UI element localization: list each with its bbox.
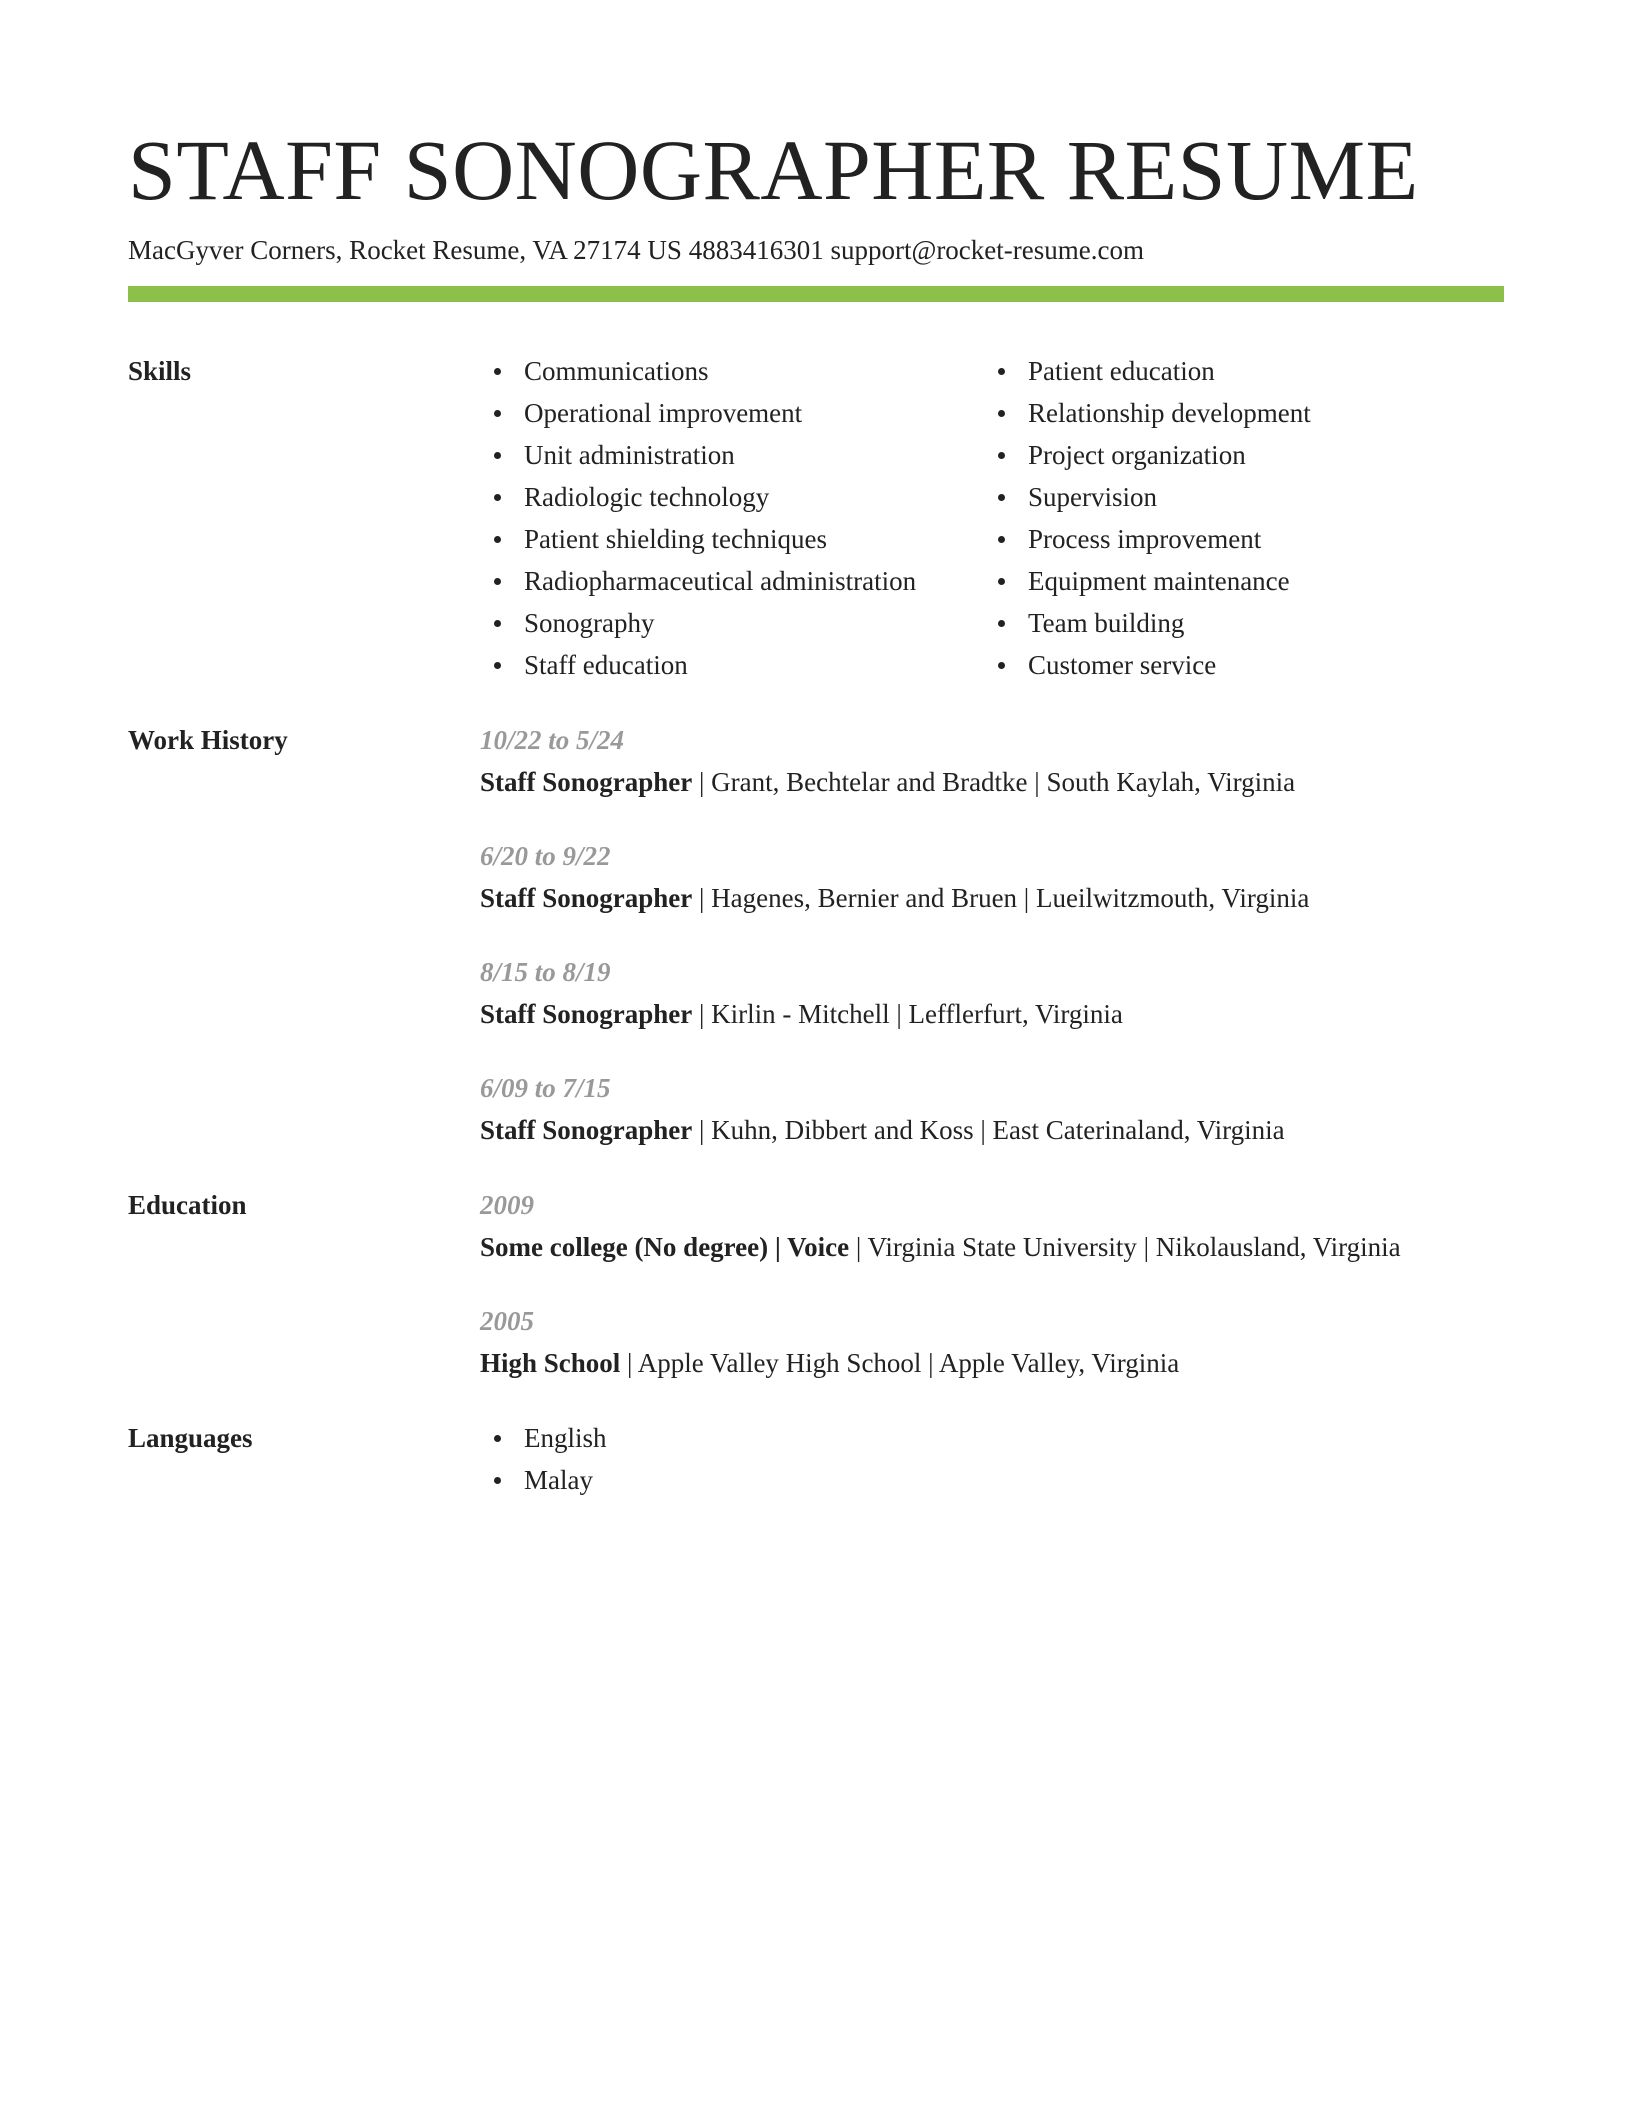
contact-line bbox=[128, 232, 1504, 268]
work-entry-date: 8/15 to 8/19 bbox=[480, 957, 611, 987]
language-item: Malay bbox=[480, 1459, 1504, 1501]
work-entry-employer: | Kuhn, Dibbert and Koss | East Caterinaland, Virginia bbox=[692, 1115, 1285, 1145]
skill-item: Project organization bbox=[984, 434, 1311, 476]
education-entry-date: 2009 bbox=[480, 1190, 534, 1220]
work-entry bbox=[480, 951, 1504, 1035]
skill-item: Equipment maintenance bbox=[984, 560, 1311, 602]
skill-item: Communications bbox=[480, 350, 984, 392]
work-entry-date: 6/20 to 9/22 bbox=[480, 841, 611, 871]
languages-list bbox=[480, 1417, 1504, 1501]
skill-item: Radiopharmaceutical administration bbox=[480, 560, 984, 602]
work-entry-employer: | Kirlin - Mitchell | Lefflerfurt, Virginia bbox=[692, 999, 1123, 1029]
skill-item: Operational improvement bbox=[480, 392, 984, 434]
skill-item: Patient education bbox=[984, 350, 1311, 392]
work-entry-date: 6/09 to 7/15 bbox=[480, 1073, 611, 1103]
education-entry-details bbox=[480, 1342, 1504, 1384]
work-entry-date: 10/22 to 5/24 bbox=[480, 725, 625, 755]
work-entry bbox=[480, 1067, 1504, 1151]
education-section bbox=[128, 1184, 1504, 1384]
work-entry-details bbox=[480, 761, 1504, 803]
languages-heading: Languages bbox=[128, 1423, 253, 1453]
skills-list bbox=[480, 350, 1504, 686]
education-entry-details bbox=[480, 1226, 1504, 1268]
education-entry-school: | Apple Valley High School | Apple Valley, Virginia bbox=[620, 1348, 1180, 1378]
work-history-heading: Work History bbox=[128, 725, 288, 755]
work-entry bbox=[480, 835, 1504, 919]
skill-item: Team building bbox=[984, 602, 1311, 644]
skill-item: Patient shielding techniques bbox=[480, 518, 984, 560]
languages-section bbox=[128, 1417, 1504, 1501]
work-entry-employer: | Hagenes, Bernier and Bruen | Lueilwitzmouth, Virginia bbox=[692, 883, 1310, 913]
work-entry-details bbox=[480, 993, 1504, 1035]
contact-email: support@rocket-resume.com bbox=[830, 235, 1144, 265]
work-entry-title: Staff Sonographer bbox=[480, 883, 693, 913]
education-entry-degree: High School bbox=[480, 1348, 621, 1378]
skill-item: Relationship development bbox=[984, 392, 1311, 434]
work-entry bbox=[480, 719, 1504, 803]
education-heading: Education bbox=[128, 1190, 247, 1220]
education-entry-degree: Some college (No degree) | Voice bbox=[480, 1232, 850, 1262]
work-history-section bbox=[128, 719, 1504, 1151]
contact-phone: 4883416301 bbox=[688, 235, 824, 265]
work-entry-details bbox=[480, 877, 1504, 919]
skill-item: Process improvement bbox=[984, 518, 1311, 560]
work-entry-title: Staff Sonographer bbox=[480, 1115, 693, 1145]
contact-address: MacGyver Corners, Rocket Resume, VA 27174 US bbox=[128, 235, 682, 265]
skill-item: Customer service bbox=[984, 644, 1311, 686]
work-entry-employer: | Grant, Bechtelar and Bradtke | South Kaylah, Virginia bbox=[692, 767, 1296, 797]
work-entry-details bbox=[480, 1109, 1504, 1151]
work-entry-title: Staff Sonographer bbox=[480, 999, 693, 1029]
education-entry-school: | Virginia State University | Nikolausland, Virginia bbox=[849, 1232, 1401, 1262]
resume-page bbox=[128, 120, 1504, 1501]
skills-column-left bbox=[480, 350, 984, 686]
header-divider bbox=[128, 286, 1504, 302]
skill-item: Unit administration bbox=[480, 434, 984, 476]
work-entry-title: Staff Sonographer bbox=[480, 767, 693, 797]
skills-heading: Skills bbox=[128, 356, 192, 386]
skills-column-right bbox=[984, 350, 1311, 686]
skill-item: Sonography bbox=[480, 602, 984, 644]
skill-item: Radiologic technology bbox=[480, 476, 984, 518]
languages-body bbox=[480, 1417, 1504, 1501]
skill-item: Supervision bbox=[984, 476, 1311, 518]
skill-item: Staff education bbox=[480, 644, 984, 686]
education-entry-date: 2005 bbox=[480, 1306, 534, 1336]
education-list bbox=[480, 1184, 1504, 1384]
skills-section bbox=[128, 350, 1504, 686]
resume-title: STAFF SONOGRAPHER RESUME bbox=[128, 122, 1419, 218]
language-item: English bbox=[480, 1417, 1504, 1459]
work-history-list bbox=[480, 719, 1504, 1151]
education-entry bbox=[480, 1300, 1504, 1384]
education-entry bbox=[480, 1184, 1504, 1268]
